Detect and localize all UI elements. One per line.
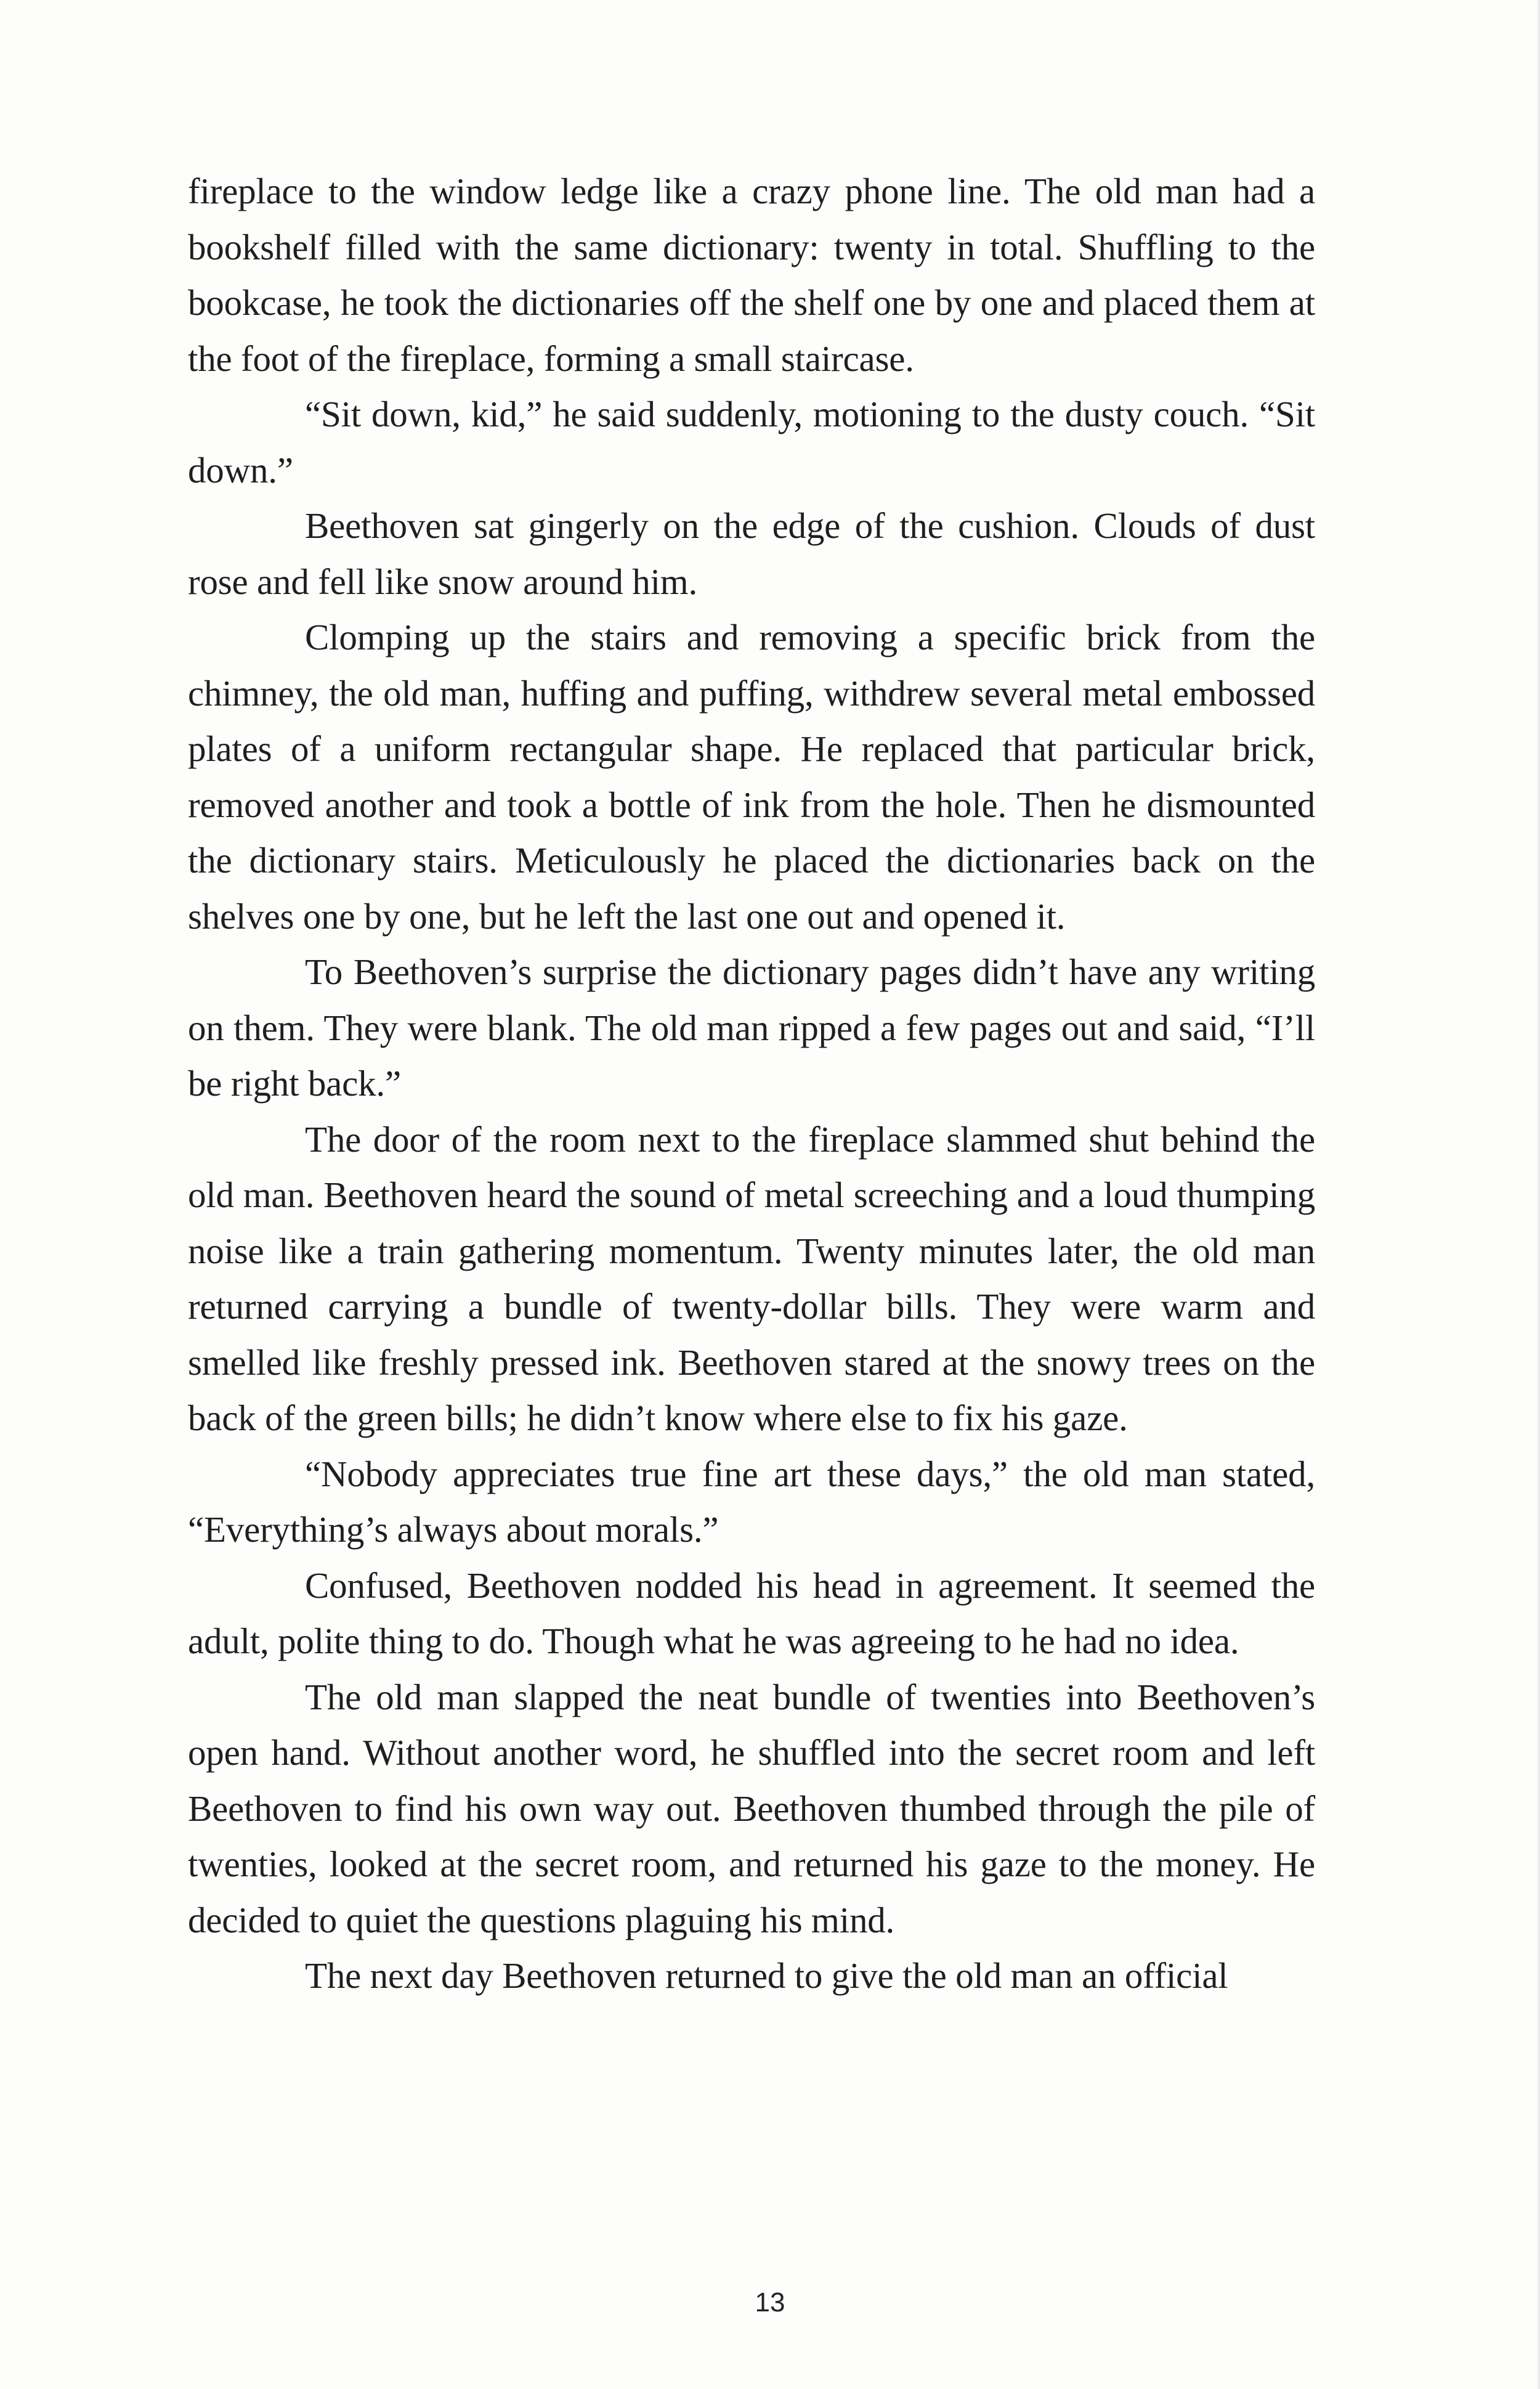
page-edge [1536, 0, 1540, 2389]
paragraph-10: The next day Beethoven returned to give the old man an official [305, 1955, 1228, 1996]
body-text [188, 163, 1315, 2004]
paragraph-5: To Beethoven’s surprise the dictionary pages didn’t have any writing on them. They were blank. The old man ripped a few pages out and said, “I’ll be right back.” [188, 951, 1315, 1104]
paragraph-7: “Nobody appreciates true fine art these days,” the old man stated, “Everything’s always about morals.” [188, 1453, 1315, 1550]
paragraph-8: Confused, Beethoven nodded his head in agreement. It seemed the adult, polite thing to do. Though what he was agreeing to he had no idea. [188, 1565, 1315, 1661]
paragraph-3: Beethoven sat gingerly on the edge of the cushion. Clouds of dust rose and fell like snow around him. [188, 505, 1315, 602]
page-number: 13 [755, 2287, 785, 2318]
paragraph-2: “Sit down, kid,” he said suddenly, motioning to the dusty couch. “Sit down.” [188, 394, 1315, 490]
paragraph-1: fireplace to the window ledge like a crazy phone line. The old man had a bookshelf filled with the same dictionary: twenty in total. Shuffling to the bookcase, he took the dictionaries off the shelf one by one and placed them at the foot of the fireplace, forming a small staircase. [188, 171, 1315, 379]
paragraph-9: The old man slapped the neat bundle of twenties into Beethoven’s open hand. Without another word, he shuffled into the secret room and left Beethoven to find his own way out. Beethoven thumbed through the pile of twenties, looked at the secret room, and returned his gaze to the money. He decided to quiet the questions plaguing his mind. [188, 1676, 1315, 1940]
paragraph-6: The door of the room next to the fireplace slammed shut behind the old man. Beethoven heard the sound of metal screeching and a loud thumping noise like a train gathering momentum. Twenty minutes later, the old man returned carrying a bundle of twenty-dollar bills. They were warm and smelled like freshly pressed ink. Beethoven stared at the snowy trees on the back of the green bills; he didn’t know where else to fix his gaze. [188, 1118, 1315, 1438]
paragraph-4: Clomping up the stairs and removing a specific brick from the chimney, the old man, huffing and puffing, withdrew several metal embossed plates of a uniform rectangular shape. He replaced that particular brick, removed another and took a bottle of ink from the hole. Then he dismounted the dictionary stairs. Meticulously he placed the dictionaries back on the shelves one by one, but he left the last one out and opened it. [188, 617, 1315, 937]
